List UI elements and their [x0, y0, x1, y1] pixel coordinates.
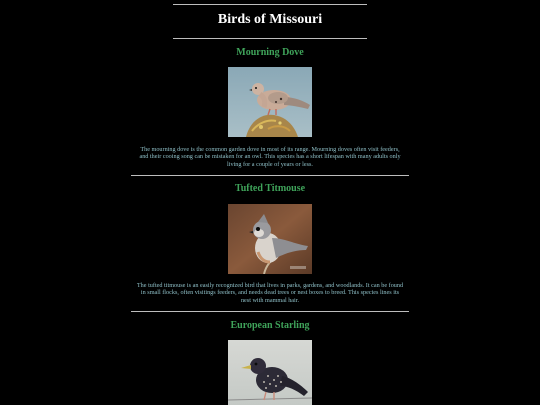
- tufted-titmouse-description: The tufted titmouse is an easily recognized bird that lives in parks, gardens, and woodlands. It can be found in small flocks, often visitings feeders, and needs dead trees or nest boxes to breed. This species lines its nest with mammal hair.: [136, 282, 404, 304]
- mourning-dove-photo: [228, 67, 312, 137]
- page-title: Birds of Missouri: [217, 12, 323, 27]
- top-divider: [173, 4, 367, 5]
- bird-name-european-starling: European Starling: [230, 320, 310, 331]
- section-divider-2: [131, 311, 409, 312]
- title-divider: [173, 38, 367, 39]
- mourning-dove-description: The mourning dove is the common garden dove in most of its range. Mourning doves often visit feeders, and their cooing song can be mistaken for an owl. This species has a short lifespan with many adults only living for a couple of years or less.: [139, 146, 401, 168]
- bird-name-tufted-titmouse: Tufted Titmouse: [234, 183, 306, 194]
- bird-name-mourning-dove: Mourning Dove: [236, 47, 304, 58]
- european-starling-photo: [228, 340, 312, 405]
- tufted-titmouse-photo: [228, 204, 312, 274]
- section-divider-1: [131, 175, 409, 176]
